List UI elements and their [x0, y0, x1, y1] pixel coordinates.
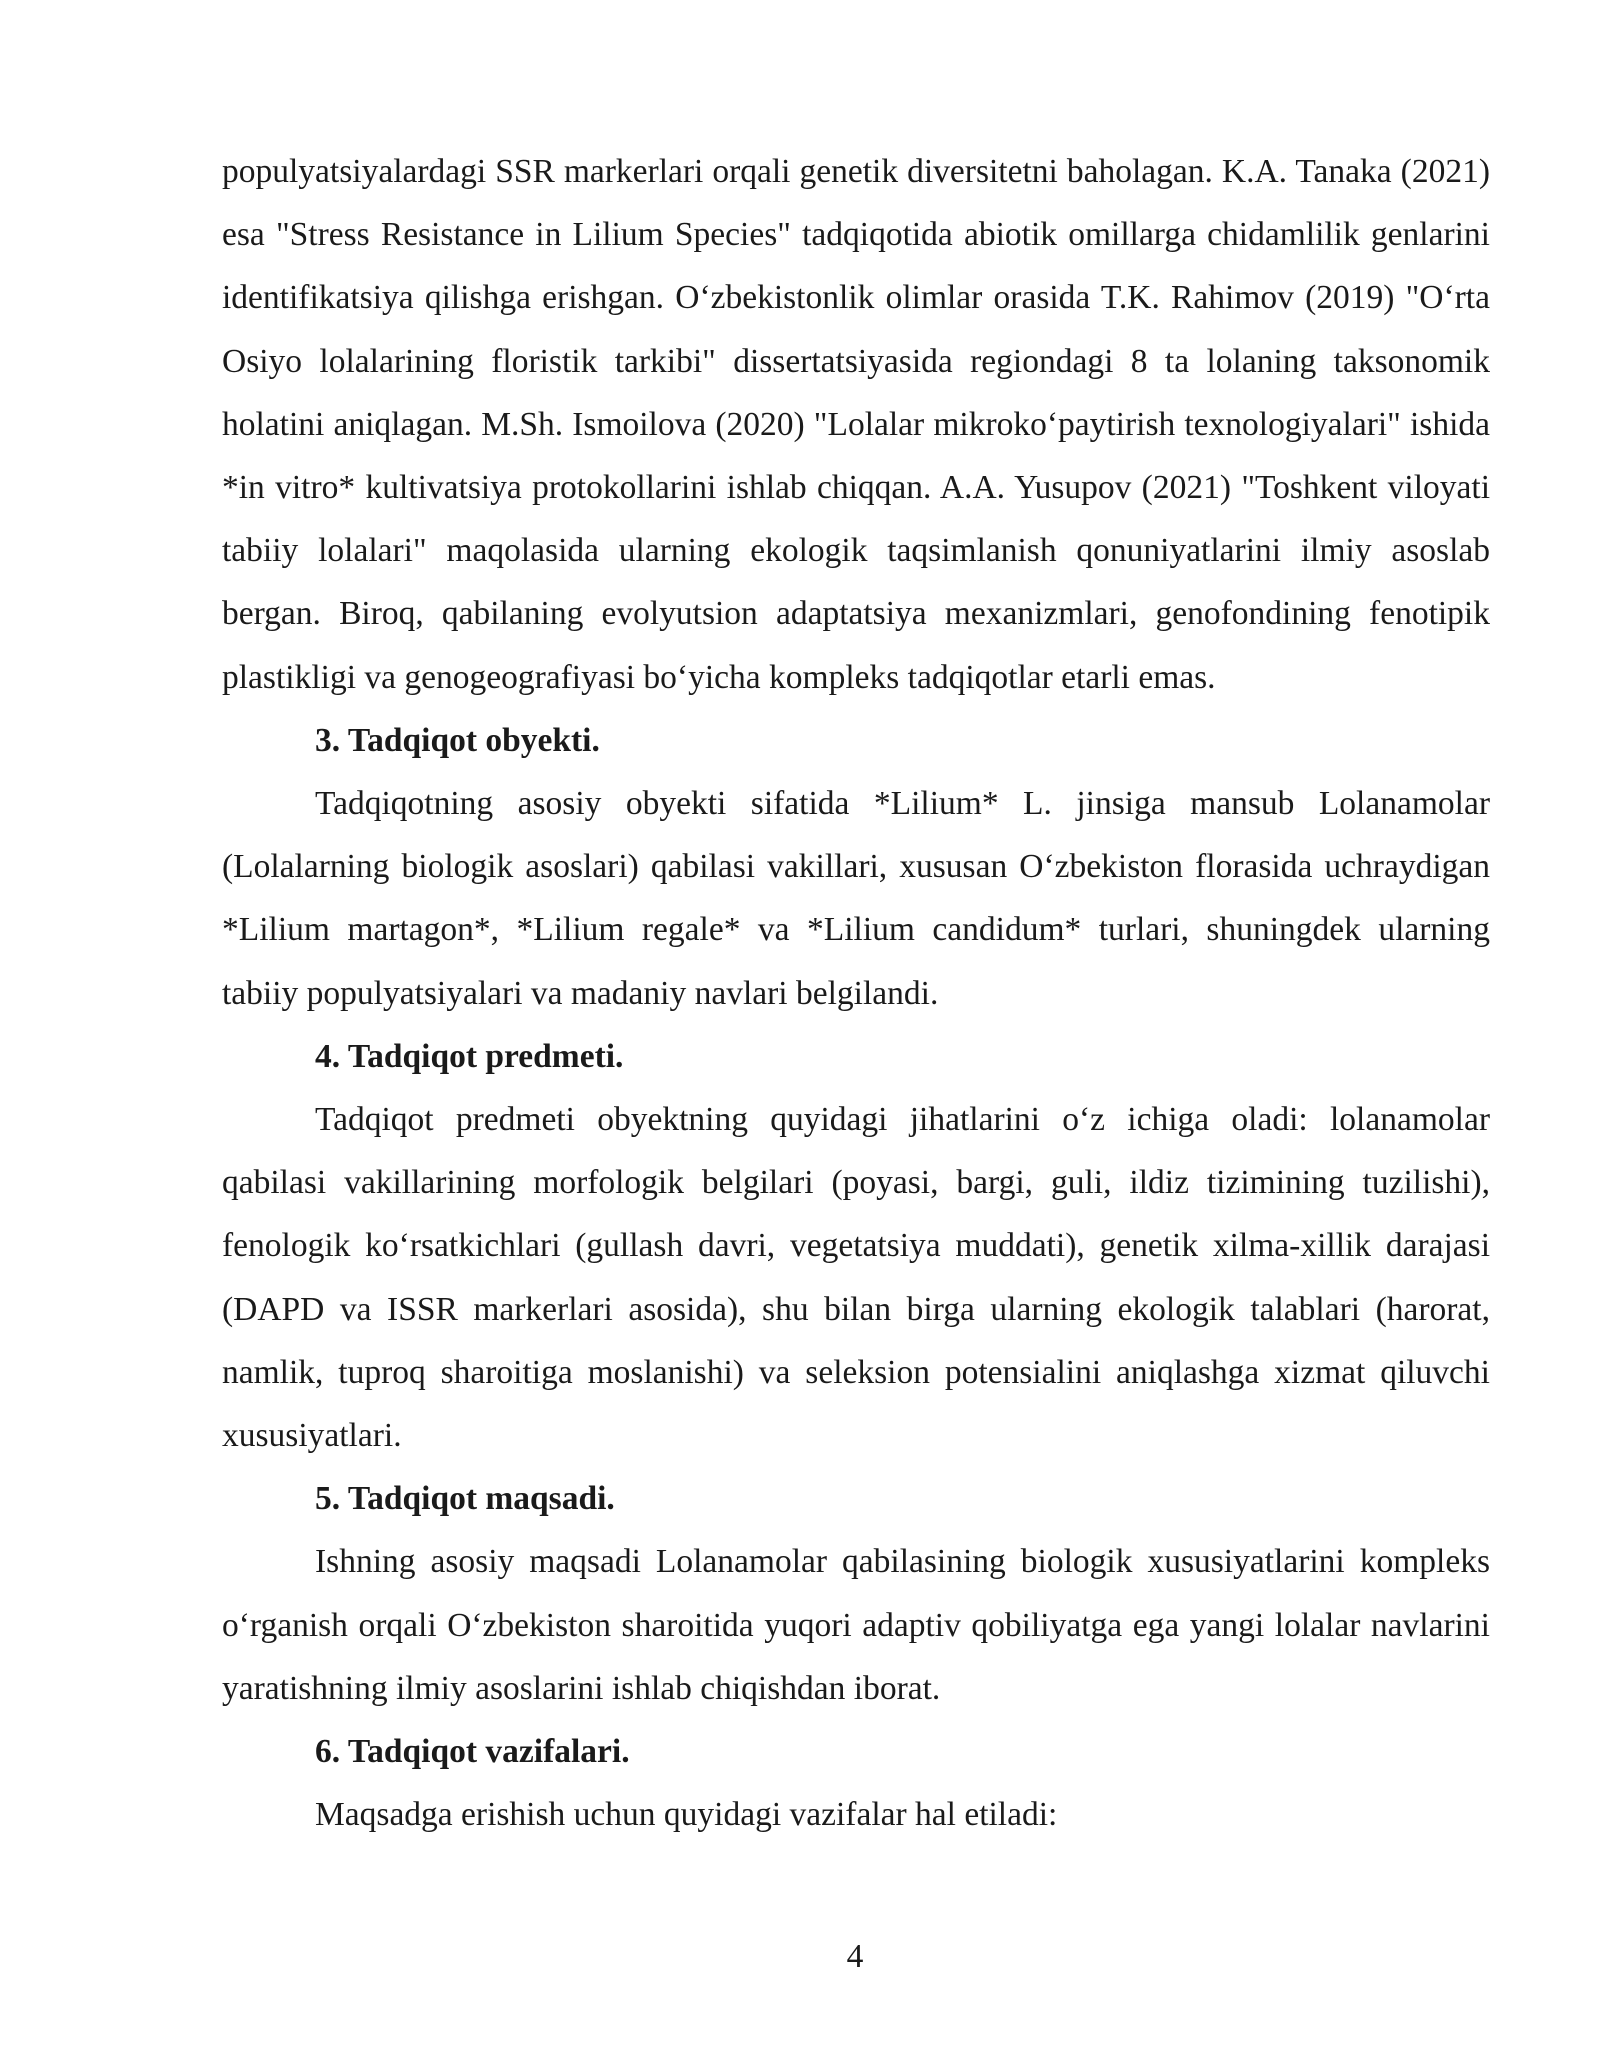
- paragraph-research-object: Tadqiqotning asosiy obyekti sifatida *Lilium* L. jinsiga mansub Lolanamolar (Lolalarning biologik asoslari) qabilasi vakillari, xususan O‘zbekiston florasida uchraydigan *Lilium martagon*, *Lilium regale* va *Lilium candidum* turlari, shuningdek ularning tabiiy populyatsiyalari va madaniy navlari belgilandi.: [222, 785, 1490, 1012]
- paragraph-research-tasks: Maqsadga erishish uchun quyidagi vazifalar hal etiladi:: [315, 1796, 1058, 1834]
- paragraph-literature-review: populyatsiyalardagi SSR markerlari orqali genetik diversitetni baholagan. K.A. Tanaka (2021) esa "Stress Resistance in Lilium Species" tadqiqotida abiotik omillarga chidamlilik genlarini identifikatsiya qilishga erishgan. O‘zbekistonlik olimlar orasida T.K. Rahimov (2019) "O‘rta Osiyo lolalarining floristik tarkibi" dissertatsiyasida regiondagi 8 ta lolaning taksonomik holatini aniqlagan. M.Sh. Ismoilova (2020) "Lolalar mikroko‘paytirish texnologiyalari" ishida *in vitro* kultivatsiya protokollarini ishlab chiqqan. A.A. Yusupov (2021) "Toshkent viloyati tabiiy lolalari" maqolasida ularning ekologik taqsimlanish qonuniyatlarini ilmiy asoslab bergan. Biroq, qabilaning evolyutsion adaptatsiya mexanizmlari, genofondining fenotipik plastikligi va genogeografiyasi bo‘yicha kompleks tadqiqotlar etarli emas.: [222, 153, 1490, 696]
- page-number: 4: [846, 1938, 864, 1975]
- paragraph-research-goal: Ishning asosiy maqsadi Lolanamolar qabilasining biologik xususiyatlarini kompleks o‘rganish orqali O‘zbekiston sharoitida yuqori adaptiv qobiliyatga ega yangi lolalar navlarini yaratishning ilmiy asoslarini ishlab chiqishdan iborat.: [222, 1543, 1490, 1707]
- heading-research-tasks: 6. Tadqiqot vazifalari.: [315, 1733, 630, 1771]
- heading-research-goal: 5. Tadqiqot maqsadi.: [315, 1480, 615, 1518]
- heading-research-object: 3. Tadqiqot obyekti.: [315, 721, 600, 759]
- paragraph-research-subject: Tadqiqot predmeti obyektning quyidagi jihatlarini o‘z ichiga oladi: lolanamolar qabilasi vakillarining morfologik belgilari (poyasi, bargi, guli, ildiz tizimining tuzilishi), fenologik ko‘rsatkichlari (gullash davri, vegetatsiya muddati), genetik xilma-xillik darajasi (DAPD va ISSR markerlari asosida), shu bilan birga ularning ekologik talablari (harorat, namlik, tuproq sharoitiga moslanishi) va seleksion potensialini aniqlashga xizmat qiluvchi xususiyatlari.: [222, 1101, 1490, 1455]
- document-page: [222, 140, 1490, 1846]
- heading-research-subject: 4. Tadqiqot predmeti.: [315, 1037, 624, 1075]
